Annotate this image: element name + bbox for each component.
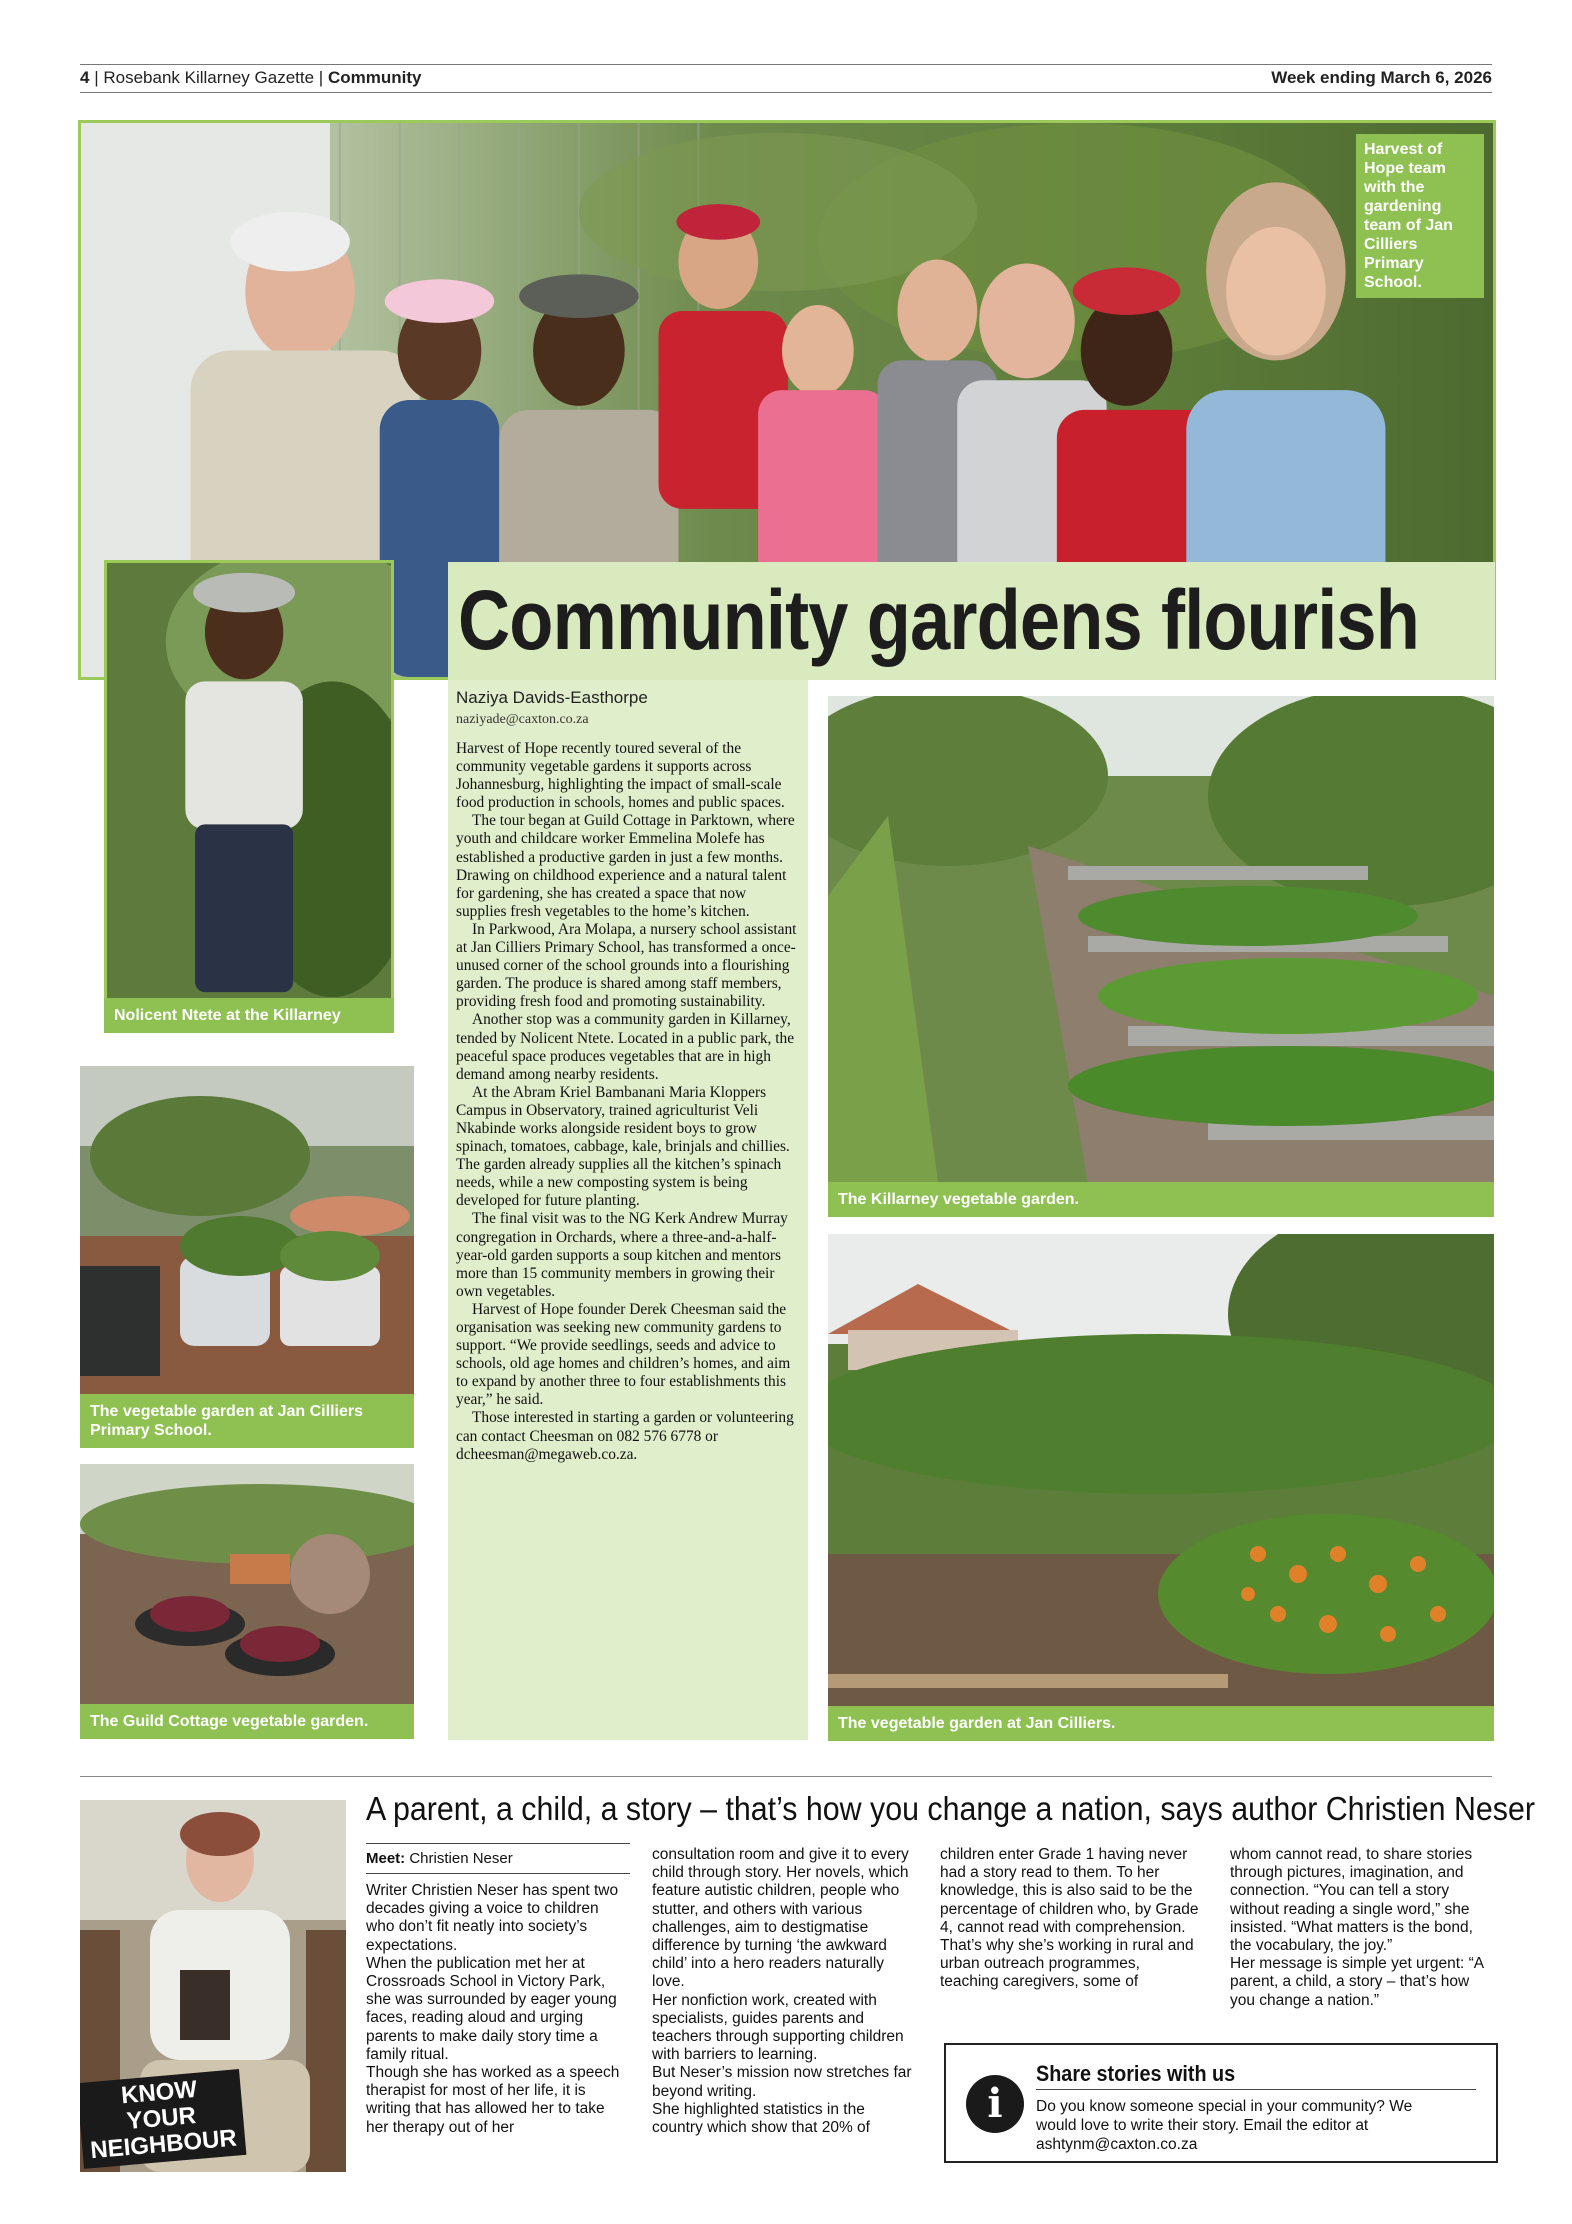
guild-cottage-photo — [80, 1464, 414, 1704]
share-stories-text: Do you know someone special in your community? We would love to write their story. Email the editor at ashtynm@caxton.co.za — [1036, 2098, 1413, 2153]
page-header — [80, 68, 1492, 90]
meet-line — [366, 1850, 513, 1867]
header-top-rule — [80, 64, 1492, 65]
share-stories-box — [944, 2043, 1498, 2163]
meet-name: Christien Neser — [409, 1850, 513, 1867]
story-divider — [80, 1776, 1492, 1777]
article-paragraph: Another stop was a community garden in Killarney, tended by Nolicent Ntete. Located in a public park, the peaceful space produces vegetables that are in high demand among nearby residents. — [456, 1011, 795, 1083]
know-your-neighbour-badge — [80, 2075, 240, 2165]
article-body — [456, 740, 798, 1464]
article-paragraph: The tour began at Guild Cottage in Parktown, where youth and childcare worker Emmelina Molefe has established a productive garden in just a few months. Drawing on childhood experience and a natural talent for gardening, she has created a space that now supplies fresh vegetables to the home’s kitchen. — [456, 812, 795, 920]
jan-cilliers-garden-photo — [828, 1234, 1494, 1706]
meet-label: Meet: — [366, 1850, 406, 1867]
story-column-3: children enter Grade 1 having never had a story read to them. To her knowledge, this is also said to be the percentage of children who, by Grade 4, cannot read with comprehension. That’s why she’s working in rural and urban outreach programmes, teaching caregivers, some of — [940, 1846, 1199, 1991]
share-stories-rule — [1036, 2089, 1476, 2090]
story-column-2: consultation room and give it to every child through story. Her novels, which feature autistic children, people who stutter, and others with various challenges, aim to destigmatise difference by turning ‘the awkward child’ into a hero readers naturally love. Her nonfiction work, created with specialists, guides parents and teachers through supporting children with barriers to learning. But Neser’s mission now stretches far beyond writing. She highlighted statistics in the country which show that 20% of — [652, 1846, 912, 2137]
page-number: 4 — [80, 68, 90, 87]
badge-text: KNOW YOUR NEIGHBOUR — [80, 2069, 246, 2169]
info-icon: i — [966, 2075, 1024, 2133]
killarney-caption: The Killarney vegetable garden. — [828, 1182, 1494, 1217]
header-bottom-rule — [80, 92, 1492, 93]
headline-panel — [448, 562, 1495, 680]
article-paragraph: In Parkwood, Ara Molapa, a nursery school assistant at Jan Cilliers Primary School, has transformed a once-unused corner of the school grounds into a flourishing garden. The produce is shared among staff members, providing fresh food and promoting sustainability. — [456, 920, 797, 1011]
header-left: 4 | Rosebank Killarney Gazette | Community — [80, 68, 422, 87]
article-paragraph: Harvest of Hope recently toured several of the community vegetable gardens it supports across Johannesburg, highlighting the impact of small-scale food production in schools, homes and public spaces. — [456, 740, 785, 812]
story-column-4: whom cannot read, to share stories through pictures, imagination, and connection. “You can tell a story without reading a single word,” she insisted. “What matters is the bond, the vocabulary, the joy.” Her message is simple yet urgent: “A parent, a child, a story – that’s how you change a nation.” — [1230, 1846, 1484, 2009]
article-paragraph: At the Abram Kriel Bambanani Maria Kloppers Campus in Observatory, trained agriculturist Veli Nkabinde works alongside resident boys to grow spinach, tomatoes, cabbage, kale, brinjals and chillies. The garden already supplies all the kitchen’s spinach needs, while a new composting system is being developed for future planting. — [456, 1083, 790, 1210]
article-column — [448, 680, 808, 1740]
christien-neser-photo — [80, 1800, 346, 2172]
share-stories-title: Share stories with us — [1036, 2061, 1236, 2086]
article-paragraph: The final visit was to the NG Kerk Andrew Murray congregation in Orchards, where a three-and-a-half-year-old garden supports a soup kitchen and mentors more than 15 community members in growing their own vegetables. — [456, 1210, 788, 1300]
nolicent-photo — [104, 560, 394, 1004]
article-email: naziyade@caxton.co.za — [456, 712, 589, 727]
jan-cilliers-caption: The vegetable garden at Jan Cilliers. — [828, 1706, 1494, 1741]
section-name: Community — [327, 68, 422, 87]
issue-date: Week ending March 6, 2026 — [1271, 68, 1492, 87]
meet-top-rule — [366, 1843, 630, 1844]
story-title: A parent, a child, a story – that’s how you change a nation, says author Christien Neser — [366, 1790, 1535, 1827]
jan-cilliers-school-photo — [80, 1066, 414, 1394]
article-paragraph: Harvest of Hope founder Derek Cheesman said the organisation was seeking new community gardens to support. “We provide seedlings, seeds and advice to schools, old age homes and children’s homes, and aim to expand by another three to four establishments this year,” he said. — [456, 1300, 791, 1409]
publication-name: Rosebank Killarney Gazette — [103, 68, 315, 87]
nolicent-caption: Nolicent Ntete at the Killarney — [104, 998, 394, 1033]
killarney-garden-photo — [828, 696, 1494, 1182]
hero-caption: Harvest of Hope team with the gardening team of Jan Cilliers Primary School. — [1356, 134, 1484, 298]
meet-bottom-rule — [366, 1873, 630, 1874]
article-author: Naziya Davids-Easthorpe — [456, 688, 648, 707]
jan-cilliers-school-caption: The vegetable garden at Jan Cilliers Primary School. — [80, 1394, 414, 1448]
article-paragraph: Those interested in starting a garden or volunteering can contact Cheesman on 082 576 6778 or dcheesman@megaweb.co.za. — [456, 1409, 794, 1463]
story-column-1: Writer Christien Neser has spent two decades giving a voice to children who don’t fit neatly into society’s expectations. When the publication met her at Crossroads School in Victory Park, she was surrounded by eager young faces, reading aloud and urging parents to make daily story time a family ritual. Though she has worked as a speech therapist for most of her life, it is writing that has allowed her to take her therapy out of her — [366, 1882, 620, 2136]
guild-cottage-caption: The Guild Cottage vegetable garden. — [80, 1704, 414, 1739]
headline: Community gardens flourish — [458, 573, 1419, 667]
